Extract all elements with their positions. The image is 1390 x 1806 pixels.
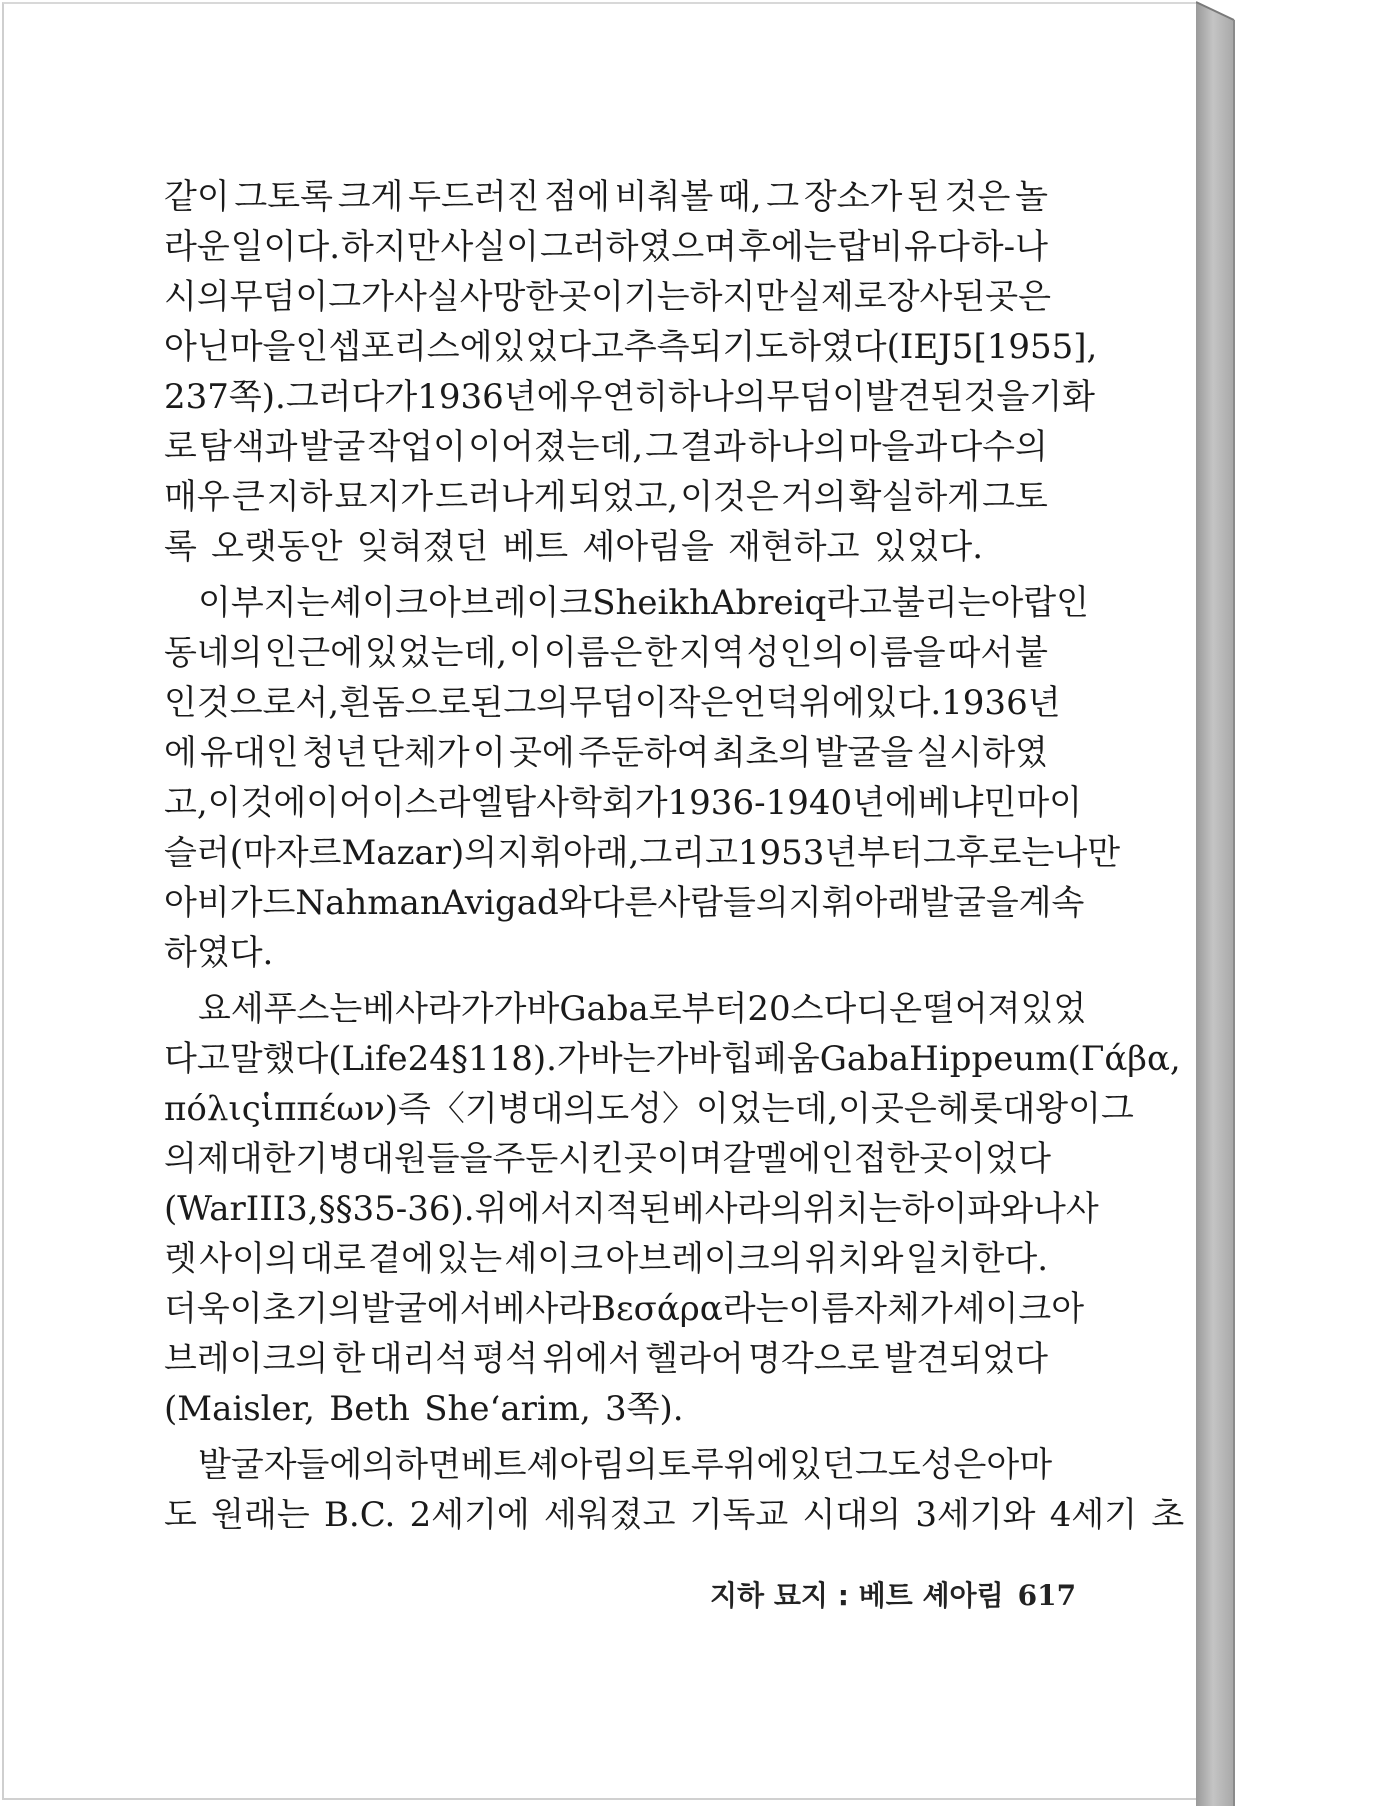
word: 베트 [460, 1445, 527, 1485]
text-line [164, 1490, 1185, 1540]
word: 아랍인 [990, 583, 1089, 623]
page-edge-shading [1196, 0, 1240, 1806]
word: 이어졌는데, [468, 427, 644, 467]
word: 베트 [502, 527, 569, 567]
word: 가바 [493, 989, 560, 1029]
word: 있었 [1020, 989, 1087, 1029]
word: 후에는 [737, 227, 837, 267]
text-line [164, 372, 1096, 422]
word: 5 [951, 327, 974, 367]
word: 사실이 [440, 227, 539, 267]
word: §§35-36). [318, 1189, 475, 1229]
text-line [164, 678, 1061, 728]
text-line [164, 984, 1087, 1034]
word: 즉 [398, 1089, 431, 1129]
word: 원래는 [211, 1495, 310, 1535]
word: 의 [164, 1139, 197, 1179]
word: 2세기에 [409, 1495, 530, 1535]
word: 된 [907, 177, 940, 217]
word: 명각으로 [748, 1339, 880, 1379]
text-line [164, 172, 1048, 222]
text-line [164, 778, 1083, 828]
word: 곳에 [509, 733, 575, 773]
word: 아브레이크의 [605, 1239, 803, 1279]
text-line [164, 1134, 1051, 1184]
word: 라운 [164, 227, 230, 267]
text-line [164, 828, 1121, 878]
word: 하나의 [748, 427, 847, 467]
text-line [164, 222, 1048, 272]
word: 하지만 [689, 277, 789, 317]
word: 아닌 [164, 327, 230, 367]
word: 4세기 [1049, 1495, 1138, 1535]
word: 대원들을 [361, 1139, 493, 1179]
word: Beth [329, 1389, 410, 1429]
word: 탐색과 [198, 427, 298, 467]
word: 의하면 [362, 1445, 461, 1485]
word: 작업이 [367, 427, 466, 467]
text-line [164, 1034, 1181, 1084]
word: Gaba로부터 [559, 989, 748, 1029]
word: (War [164, 1189, 246, 1229]
word: 매우 [164, 477, 230, 517]
word: 기병 [295, 1139, 362, 1179]
word: 있었다고 [492, 327, 624, 367]
text-line [164, 578, 1089, 628]
word: 셉포리스에 [328, 327, 493, 367]
word: 마을인 [229, 327, 329, 367]
word: 에 [164, 733, 197, 773]
word: 아래, [562, 833, 640, 873]
word: 대왕이 [1002, 1089, 1101, 1129]
page-number: 617 [1017, 1579, 1077, 1612]
word: 성인의 [746, 633, 846, 673]
word: 있었는데, [364, 633, 508, 673]
word: 청년 [302, 733, 368, 773]
body-text [164, 172, 1185, 1540]
word: 곁에 [368, 1239, 434, 1279]
word: 이름을 [847, 633, 946, 673]
word: 단체가 [371, 733, 470, 773]
word: Hippeum [909, 1039, 1068, 1079]
word: 렛 [164, 1239, 197, 1279]
text-line [164, 472, 1048, 522]
word: She‘arim, [424, 1389, 591, 1429]
word: 아래 [854, 883, 921, 923]
word: 셰아림의 [526, 1445, 658, 1485]
word: 237쪽). [164, 377, 286, 417]
word: 발굴을 [920, 883, 1019, 923]
word: 곳은 [985, 277, 1051, 317]
word: 베사라 [492, 1289, 592, 1329]
word: 큰 [231, 477, 265, 517]
word: 하-나 [970, 227, 1048, 267]
word: [1955], [973, 327, 1098, 367]
word: 다수의 [949, 427, 1048, 467]
text-line [164, 1234, 1048, 1284]
word: 도성은 [887, 1445, 987, 1485]
word: 발굴 [299, 427, 366, 467]
word: 곳이었다 [919, 1139, 1051, 1179]
word: 토루 [657, 1445, 724, 1485]
word: 흰 [339, 683, 372, 723]
word: 한 [644, 633, 678, 673]
word: 록 [164, 527, 197, 567]
text-line [164, 1440, 1053, 1490]
word: 사람들의 [657, 883, 789, 923]
word: 실제로 [788, 277, 887, 317]
word: 마이 [1016, 783, 1083, 823]
word: 그 [766, 177, 800, 217]
word: 발굴에서 [361, 1289, 493, 1329]
word: 셰이크 [504, 1239, 604, 1279]
word: 이스라엘 [371, 783, 504, 823]
word: Sheikh [592, 583, 711, 623]
word: 무덤이 [229, 277, 329, 317]
word: 때, [717, 177, 762, 217]
word: 주둔시킨 [492, 1139, 624, 1179]
word: 한 [332, 1339, 366, 1379]
word: 나사 [1033, 1189, 1099, 1229]
word: Mazar)의 [341, 833, 498, 873]
word: 이것은 [680, 477, 779, 517]
word: 20스다디온 [747, 989, 922, 1029]
word: 작은 [667, 683, 734, 723]
text-line [164, 422, 1048, 472]
word: 위치와 [804, 1239, 904, 1279]
word: 위에서 [474, 1189, 574, 1229]
word: 유대인 [200, 733, 299, 773]
text-line [164, 928, 1048, 978]
text-line [164, 1334, 1048, 1384]
word: 마을과 [848, 427, 948, 467]
word: 인 [164, 683, 197, 723]
word: 최초의 [712, 733, 812, 773]
word: B.C. [323, 1495, 396, 1535]
text-line [164, 628, 1048, 678]
word: 하지만 [340, 227, 440, 267]
word: 유다 [904, 227, 970, 267]
word: 도성〉이었는데, [596, 1089, 839, 1129]
word: 드러나게 [435, 477, 567, 517]
word: 초기의 [262, 1289, 362, 1329]
word: 이 [472, 733, 506, 773]
running-footer [710, 1574, 1077, 1614]
word: 따서 [947, 633, 1014, 673]
word: 지하 [266, 477, 333, 517]
word: 아 [1051, 1289, 1085, 1329]
word: 그러다가 [285, 377, 418, 417]
word: 무덤이 [766, 377, 866, 417]
word: 랍비 [837, 227, 904, 267]
text-line [164, 322, 1098, 372]
word: 3세기와 [915, 1495, 1036, 1535]
word: 있다. [864, 683, 942, 723]
word: 셰이크 [952, 1289, 1052, 1329]
text-line [164, 1084, 1134, 1134]
word: 붙 [1015, 633, 1048, 673]
word: 가바는 [556, 1039, 656, 1079]
word: 이름 [788, 1289, 855, 1329]
word: 갈멜에 [722, 1139, 821, 1179]
word: 발견된 [865, 377, 964, 417]
paragraph [164, 1440, 1185, 1540]
word: 그 [645, 427, 679, 467]
word: 기독교 [689, 1495, 789, 1535]
word: 고, [164, 783, 208, 823]
text-line [164, 1384, 1048, 1434]
word: 그 [922, 833, 956, 873]
word: 나만 [1054, 833, 1121, 873]
word: 이어 [306, 783, 372, 823]
word: 힙페움 [721, 1039, 820, 1079]
word: 하이파와 [901, 1189, 1034, 1229]
word: 후로는 [955, 833, 1055, 873]
word: 슬러(마자르 [164, 833, 342, 873]
word: 발견되었다 [883, 1339, 1048, 1379]
word: 헬라어 [645, 1339, 744, 1379]
word: 사이의 [199, 1239, 298, 1279]
word: 시의 [164, 277, 230, 317]
word: 실시하였 [916, 733, 1048, 773]
word: 지역 [678, 633, 745, 673]
text-line [164, 1184, 1099, 1234]
word: 장소가 [803, 177, 903, 217]
word: 1953년부터 [737, 833, 923, 873]
word: 계속 [1018, 883, 1085, 923]
text-line [164, 878, 1085, 928]
word: 지적된 [573, 1189, 672, 1229]
word: 자체가 [854, 1289, 953, 1329]
word: 로 [164, 427, 197, 467]
word: §118). [450, 1039, 557, 1079]
word: 3쪽). [605, 1389, 684, 1429]
word: 기화 [1029, 377, 1096, 417]
word: 브레이크의 [164, 1339, 329, 1379]
word: 시대의 [802, 1495, 902, 1535]
word: πόλις [164, 1089, 261, 1129]
word: 하였다(IEJ [788, 327, 952, 367]
word: 이것에 [207, 783, 307, 823]
word: 더욱이 [164, 1289, 263, 1329]
word: 요세푸스는 [198, 989, 363, 1029]
word: 이름은 [543, 633, 643, 673]
word: 불리는 [891, 583, 991, 623]
word: 셰아림을 [582, 527, 714, 567]
word: 것을 [963, 377, 1030, 417]
word: 무덤이 [569, 683, 668, 723]
text-line [164, 1284, 1085, 1334]
word: 지휘 [788, 883, 855, 923]
word: 떨어져 [921, 989, 1021, 1029]
word: 것은 [944, 177, 1011, 217]
word: 헤롯 [936, 1089, 1003, 1129]
word: 학회가 [569, 783, 668, 823]
word: 추측되기도 [623, 327, 789, 367]
word: 놀 [1015, 177, 1048, 217]
word: 이 [838, 1089, 872, 1129]
word: 이 [509, 633, 542, 673]
word: 아마 [986, 1445, 1053, 1485]
word: 위에서 [542, 1339, 641, 1379]
word: 발굴자들에 [198, 1445, 363, 1485]
word: 대리석 [369, 1339, 469, 1379]
word: 〈기병대의 [430, 1089, 597, 1129]
word: Nahman [295, 883, 442, 923]
word: 그가 [328, 277, 394, 317]
word: 일치한다. [905, 1239, 1048, 1279]
word: 인접한 [820, 1139, 920, 1179]
word: 하나의 [667, 377, 767, 417]
word: 다고 [164, 1039, 230, 1079]
word: 위치는 [803, 1189, 902, 1229]
word: Gaba [819, 1039, 910, 1079]
word: 점에 [544, 177, 610, 217]
word: 곳이며 [623, 1139, 723, 1179]
word: 가바 [655, 1039, 722, 1079]
word: 부지는 [230, 583, 330, 623]
word: 거의 [780, 477, 847, 517]
word: 대로 [300, 1239, 366, 1279]
word: 24 [407, 1039, 451, 1079]
word: 우연히 [569, 377, 668, 417]
word: 주둔하여 [578, 733, 710, 773]
word: 1936-1940년에 [667, 783, 918, 823]
word: 된 [470, 683, 504, 723]
word: 그 [854, 1445, 888, 1485]
word: 사실 [393, 277, 460, 317]
word: 일이다. [230, 227, 340, 267]
word: ἱππέων) [260, 1089, 399, 1129]
word: 언덕 [733, 683, 799, 723]
word: 세워졌고 [544, 1495, 676, 1535]
word: 베냐민 [917, 783, 1017, 823]
word: 비춰볼 [614, 177, 714, 217]
text-line [164, 522, 1048, 572]
word: 제대한 [196, 1139, 296, 1179]
word: 지휘 [497, 833, 563, 873]
paragraph [164, 984, 1181, 1434]
word: 것으로서, [196, 683, 340, 723]
word: 재현하고 [728, 527, 860, 567]
paragraph [164, 172, 1098, 572]
word: 인근에 [264, 633, 363, 673]
word: 사망한 [459, 277, 559, 317]
word: 다른 [591, 883, 658, 923]
word: 있던 [789, 1445, 855, 1485]
word: 평석 [472, 1339, 539, 1379]
word: Avigad와 [441, 883, 592, 923]
word: 결과 [680, 427, 746, 467]
word: 묘지가 [334, 477, 434, 517]
word: 동네의 [164, 633, 263, 673]
word: 그토 [982, 477, 1048, 517]
word: 오랫동안 [211, 527, 343, 567]
word: 잊혀졌던 [356, 527, 489, 567]
word: III [245, 1189, 287, 1229]
word: 아비가드 [164, 883, 296, 923]
text-line [164, 728, 1048, 778]
word: 베사라가 [362, 989, 494, 1029]
word: 1936년에 [417, 377, 570, 417]
word: 그 [1100, 1089, 1134, 1129]
word: 베사라의 [671, 1189, 804, 1229]
word: 하였다. [164, 933, 274, 973]
word: 이 [198, 583, 231, 623]
word: 있는 [436, 1239, 503, 1279]
word: 크게 [337, 177, 404, 217]
word: 초 [1151, 1495, 1185, 1535]
word: 1936년 [941, 683, 1061, 723]
word: 3, [286, 1189, 319, 1229]
word: 곳이기는 [558, 277, 690, 317]
word: 곳은 [871, 1089, 937, 1129]
word: (Γάβα, [1067, 1039, 1181, 1079]
word: 그리고 [639, 833, 738, 873]
word: 장사된 [886, 277, 986, 317]
word: Βεσάρα라는 [591, 1289, 789, 1329]
word: 확실하게 [848, 477, 981, 517]
text-line [164, 272, 1051, 322]
word: 도 [164, 1495, 197, 1535]
paragraph [164, 578, 1121, 978]
word: (Maisler, [164, 1389, 315, 1429]
word: 그러하였으며 [539, 227, 738, 267]
word: 탐사 [503, 783, 569, 823]
word: 위에 [723, 1445, 790, 1485]
word: 그토록 [234, 177, 333, 217]
word: 셰이크 [329, 583, 428, 623]
running-title: 지하 묘지 : 베트 셰아림 [710, 1579, 1004, 1612]
word: 아브레이크 [427, 583, 593, 623]
word: 그의 [503, 683, 570, 723]
word: 되었고, [568, 477, 679, 517]
word: 돔으로 [371, 683, 471, 723]
word: 위에 [798, 683, 865, 723]
word: 말했다(Life [229, 1039, 408, 1079]
word: 같이 [164, 177, 230, 217]
word: 있었다. [873, 527, 984, 567]
word: 두드러진 [408, 177, 540, 217]
word: Abreiq라고 [710, 583, 892, 623]
word: 발굴을 [814, 733, 914, 773]
